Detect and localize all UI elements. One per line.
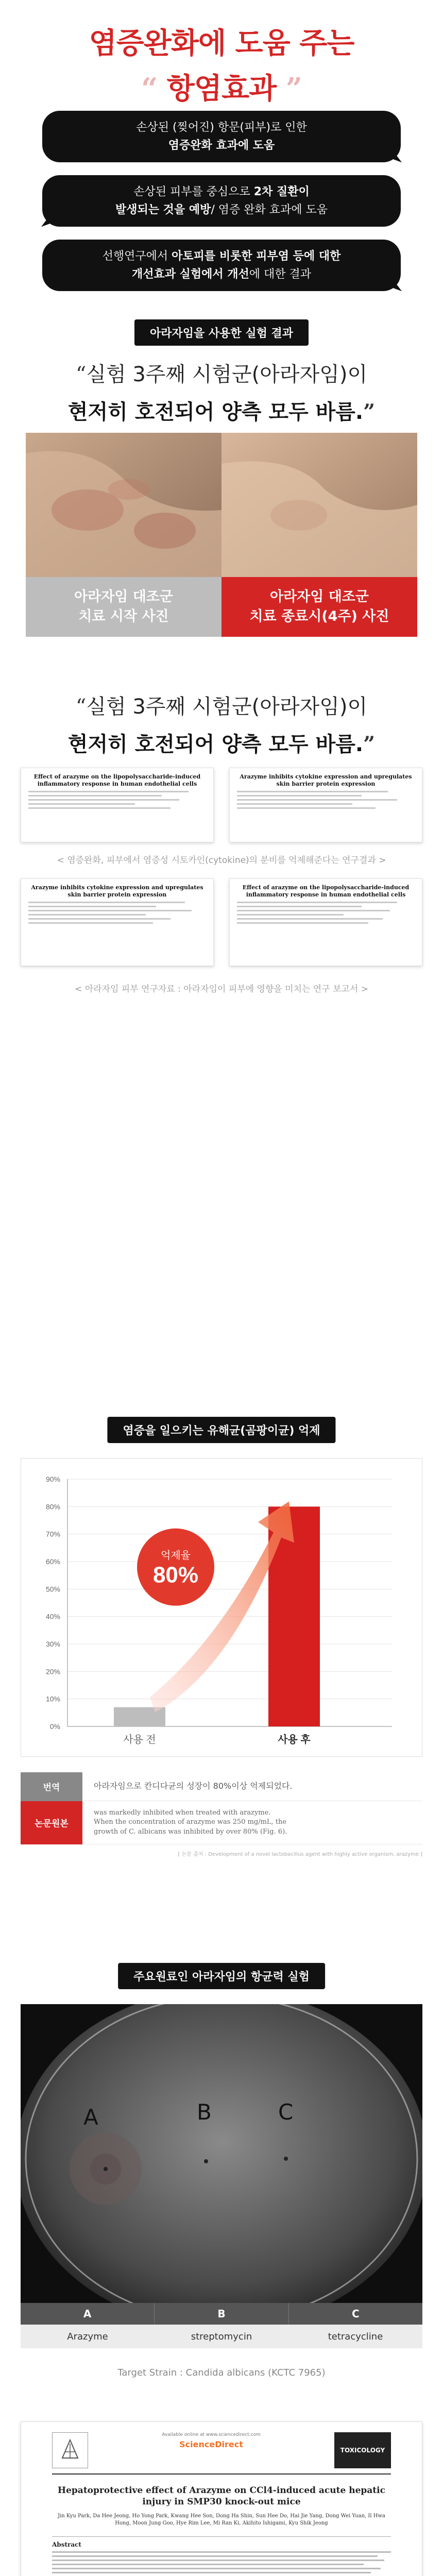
after-caption: 아라자임 대조군 치료 종료시(4주) 사진 bbox=[222, 577, 417, 637]
antifungal-pill: 주요원료인 아라자임의 항균력 실험 bbox=[118, 1963, 325, 1989]
sample-name-a: Arazyme bbox=[67, 2331, 108, 2342]
journal-cover: TOXICOLOGY bbox=[334, 2432, 391, 2468]
paper-thumbnail-4: Effect of arazyme on the lipopolysaccharide-induced inflammatory response in human endothelial cells bbox=[229, 878, 422, 966]
sample-head-b: B bbox=[154, 2303, 288, 2325]
papers-quote bbox=[0, 690, 443, 757]
papers-caption-2: < 아라자임 피부 연구자료 : 아라자임이 피부에 영향을 미치는 연구 보고서 > bbox=[75, 984, 368, 994]
experiment-quote bbox=[0, 358, 443, 425]
translation-row bbox=[21, 1772, 422, 1801]
abstract-heading: Abstract bbox=[52, 2541, 81, 2549]
experiment-pill: 아라자임을 사용한 실험 결과 bbox=[134, 319, 309, 346]
y-tick-label: 0% bbox=[49, 1722, 60, 1731]
papers-quote-line1: “실험 3주째 시험군(아라자임)이 bbox=[75, 695, 368, 719]
y-tick-label: 50% bbox=[45, 1585, 60, 1594]
article-header-small: Available online at www.sciencedirect.com bbox=[162, 2432, 261, 2437]
petri-dish-photo bbox=[21, 2004, 422, 2303]
bubble-2-line1: 손상된 피부를 중심으로 2차 질환이 bbox=[133, 185, 310, 198]
publisher-logo-icon bbox=[52, 2432, 88, 2468]
bubble-1-line1: 손상된 (찢어진) 항문(피부)로 인한 bbox=[136, 121, 307, 134]
quote-open-mark: “ bbox=[141, 72, 158, 106]
papers-caption-1: < 염증완화, 피부에서 염증성 시토카인(cytokine)의 분비를 억제해준다는 연구결과 > bbox=[57, 855, 386, 866]
y-tick-label: 80% bbox=[45, 1502, 60, 1511]
article-brand: ScienceDirect bbox=[179, 2439, 243, 2449]
chart-footnote: [ 논문 출처 : Development of a novel lactobacillus agent with highly active organism, arazyme ] bbox=[178, 1852, 422, 1857]
y-tick-label: 20% bbox=[45, 1667, 60, 1676]
x-category-label: 사용 전 bbox=[123, 1734, 156, 1745]
x-category-label: 사용 후 bbox=[278, 1734, 311, 1745]
bubble-1-line2: 염증완화 효과에 도움 bbox=[168, 139, 275, 152]
inhibition-chart bbox=[21, 1458, 422, 1757]
speech-bubble-3 bbox=[42, 240, 401, 291]
dish-label-a: A bbox=[83, 2105, 98, 2130]
bubble-3-line2: 개선효과 실험에서 개선에 대한 결과 bbox=[131, 268, 312, 281]
sample-head-c: C bbox=[351, 2308, 360, 2320]
original-value: was markedly inhibited when treated with arazyme. When the concentration of arazyme was 250 mg/mL, the growth of C. albicans was inhibited by over 80% (Fig. 6). bbox=[94, 1809, 287, 1836]
speech-bubble-1 bbox=[42, 111, 401, 162]
y-tick-label: 70% bbox=[45, 1530, 60, 1538]
experiment-quote-line1: “실험 3주째 시험군(아라자임)이 bbox=[75, 363, 368, 386]
sample-head-a: A bbox=[83, 2308, 92, 2320]
article-header bbox=[52, 2432, 391, 2475]
y-tick-label: 40% bbox=[45, 1612, 60, 1621]
badge-value: 80% bbox=[152, 1562, 199, 1588]
article-authors: Jin Kyu Park, Da Hee Jeong, Ho Yong Park, Kwang Hee Son, Dong Ha Shin, Sun Hee Do, Hai Jie Yang, Dong Wei Yuan, Il Hwa Hong, Moon Jung Goo, Hye Rim Lee, Mi Ran Ki, Akihito Ishigami, Kyu Shik Jeong bbox=[58, 2513, 385, 2527]
speech-bubble-2 bbox=[42, 175, 401, 227]
papers-quote-line2: 현저히 호전되어 양측 모두 바름.” bbox=[67, 732, 376, 756]
y-tick-label: 30% bbox=[45, 1640, 60, 1648]
paper-thumbnail-3: Arazyme inhibits cytokine expression and upregulates skin barrier protein expression bbox=[21, 878, 214, 966]
hero-title bbox=[0, 21, 443, 107]
chart-pill: 염증을 일으키는 유해균(곰팡이균) 억제 bbox=[107, 1417, 335, 1443]
sample-header-row bbox=[21, 2303, 422, 2325]
chart-svg bbox=[21, 1459, 423, 1757]
translation-value: 아라자임으로 칸디다균의 성장이 80%이상 억제되었다. bbox=[94, 1781, 293, 1791]
paper-thumbnail-2: Arazyme inhibits cytokine expression and upregulates skin barrier protein expression bbox=[229, 768, 422, 842]
article-title: Hepatoprotective effect of Arazyme on CCl4-induced acute hepatic injury in SMP30 knock-out mice bbox=[58, 2485, 385, 2507]
experiment-quote-line2: 현저히 호전되어 양측 모두 바름.” bbox=[67, 400, 376, 424]
before-treatment-photo bbox=[26, 433, 222, 577]
badge-label: 억제율 bbox=[161, 1550, 191, 1562]
paper-thumbnail-1: Effect of arazyme on the lipopolysaccharide-induced inflammatory response in human endothelial cells bbox=[21, 768, 214, 842]
translation-head: 번역 bbox=[21, 1772, 82, 1801]
dish-label-c: C bbox=[278, 2099, 294, 2125]
original-row bbox=[21, 1801, 422, 1844]
bubble-3-line1: 선행연구에서 아토피를 비롯한 피부염 등에 대한 bbox=[102, 249, 341, 263]
research-article-image bbox=[21, 2421, 422, 2576]
original-head: 논문원본 bbox=[21, 1801, 82, 1844]
target-strain-text: Target Strain : Candida albicans (KCTC 7965) bbox=[117, 2367, 326, 2378]
hero-line1: 염증완화에 도움 주는 bbox=[89, 27, 354, 60]
y-tick-label: 60% bbox=[45, 1557, 60, 1566]
sample-name-b: streptomycin bbox=[191, 2331, 252, 2342]
after-treatment-photo bbox=[222, 433, 417, 577]
hero-line2 bbox=[0, 66, 443, 107]
bubble-2-line2: 발생되는 것을 예방/ 염증 완화 효과에 도움 bbox=[115, 204, 328, 216]
before-caption: 아라자임 대조군 치료 시작 사진 bbox=[26, 577, 222, 637]
dish-label-b: B bbox=[197, 2099, 212, 2125]
quote-close-mark: ” bbox=[285, 72, 302, 106]
sample-name-c: tetracycline bbox=[328, 2331, 383, 2342]
sample-name-row bbox=[21, 2325, 422, 2348]
y-tick-label: 90% bbox=[45, 1475, 60, 1483]
y-tick-label: 10% bbox=[45, 1694, 60, 1703]
hero-line2-text: 항염효과 bbox=[166, 72, 277, 106]
